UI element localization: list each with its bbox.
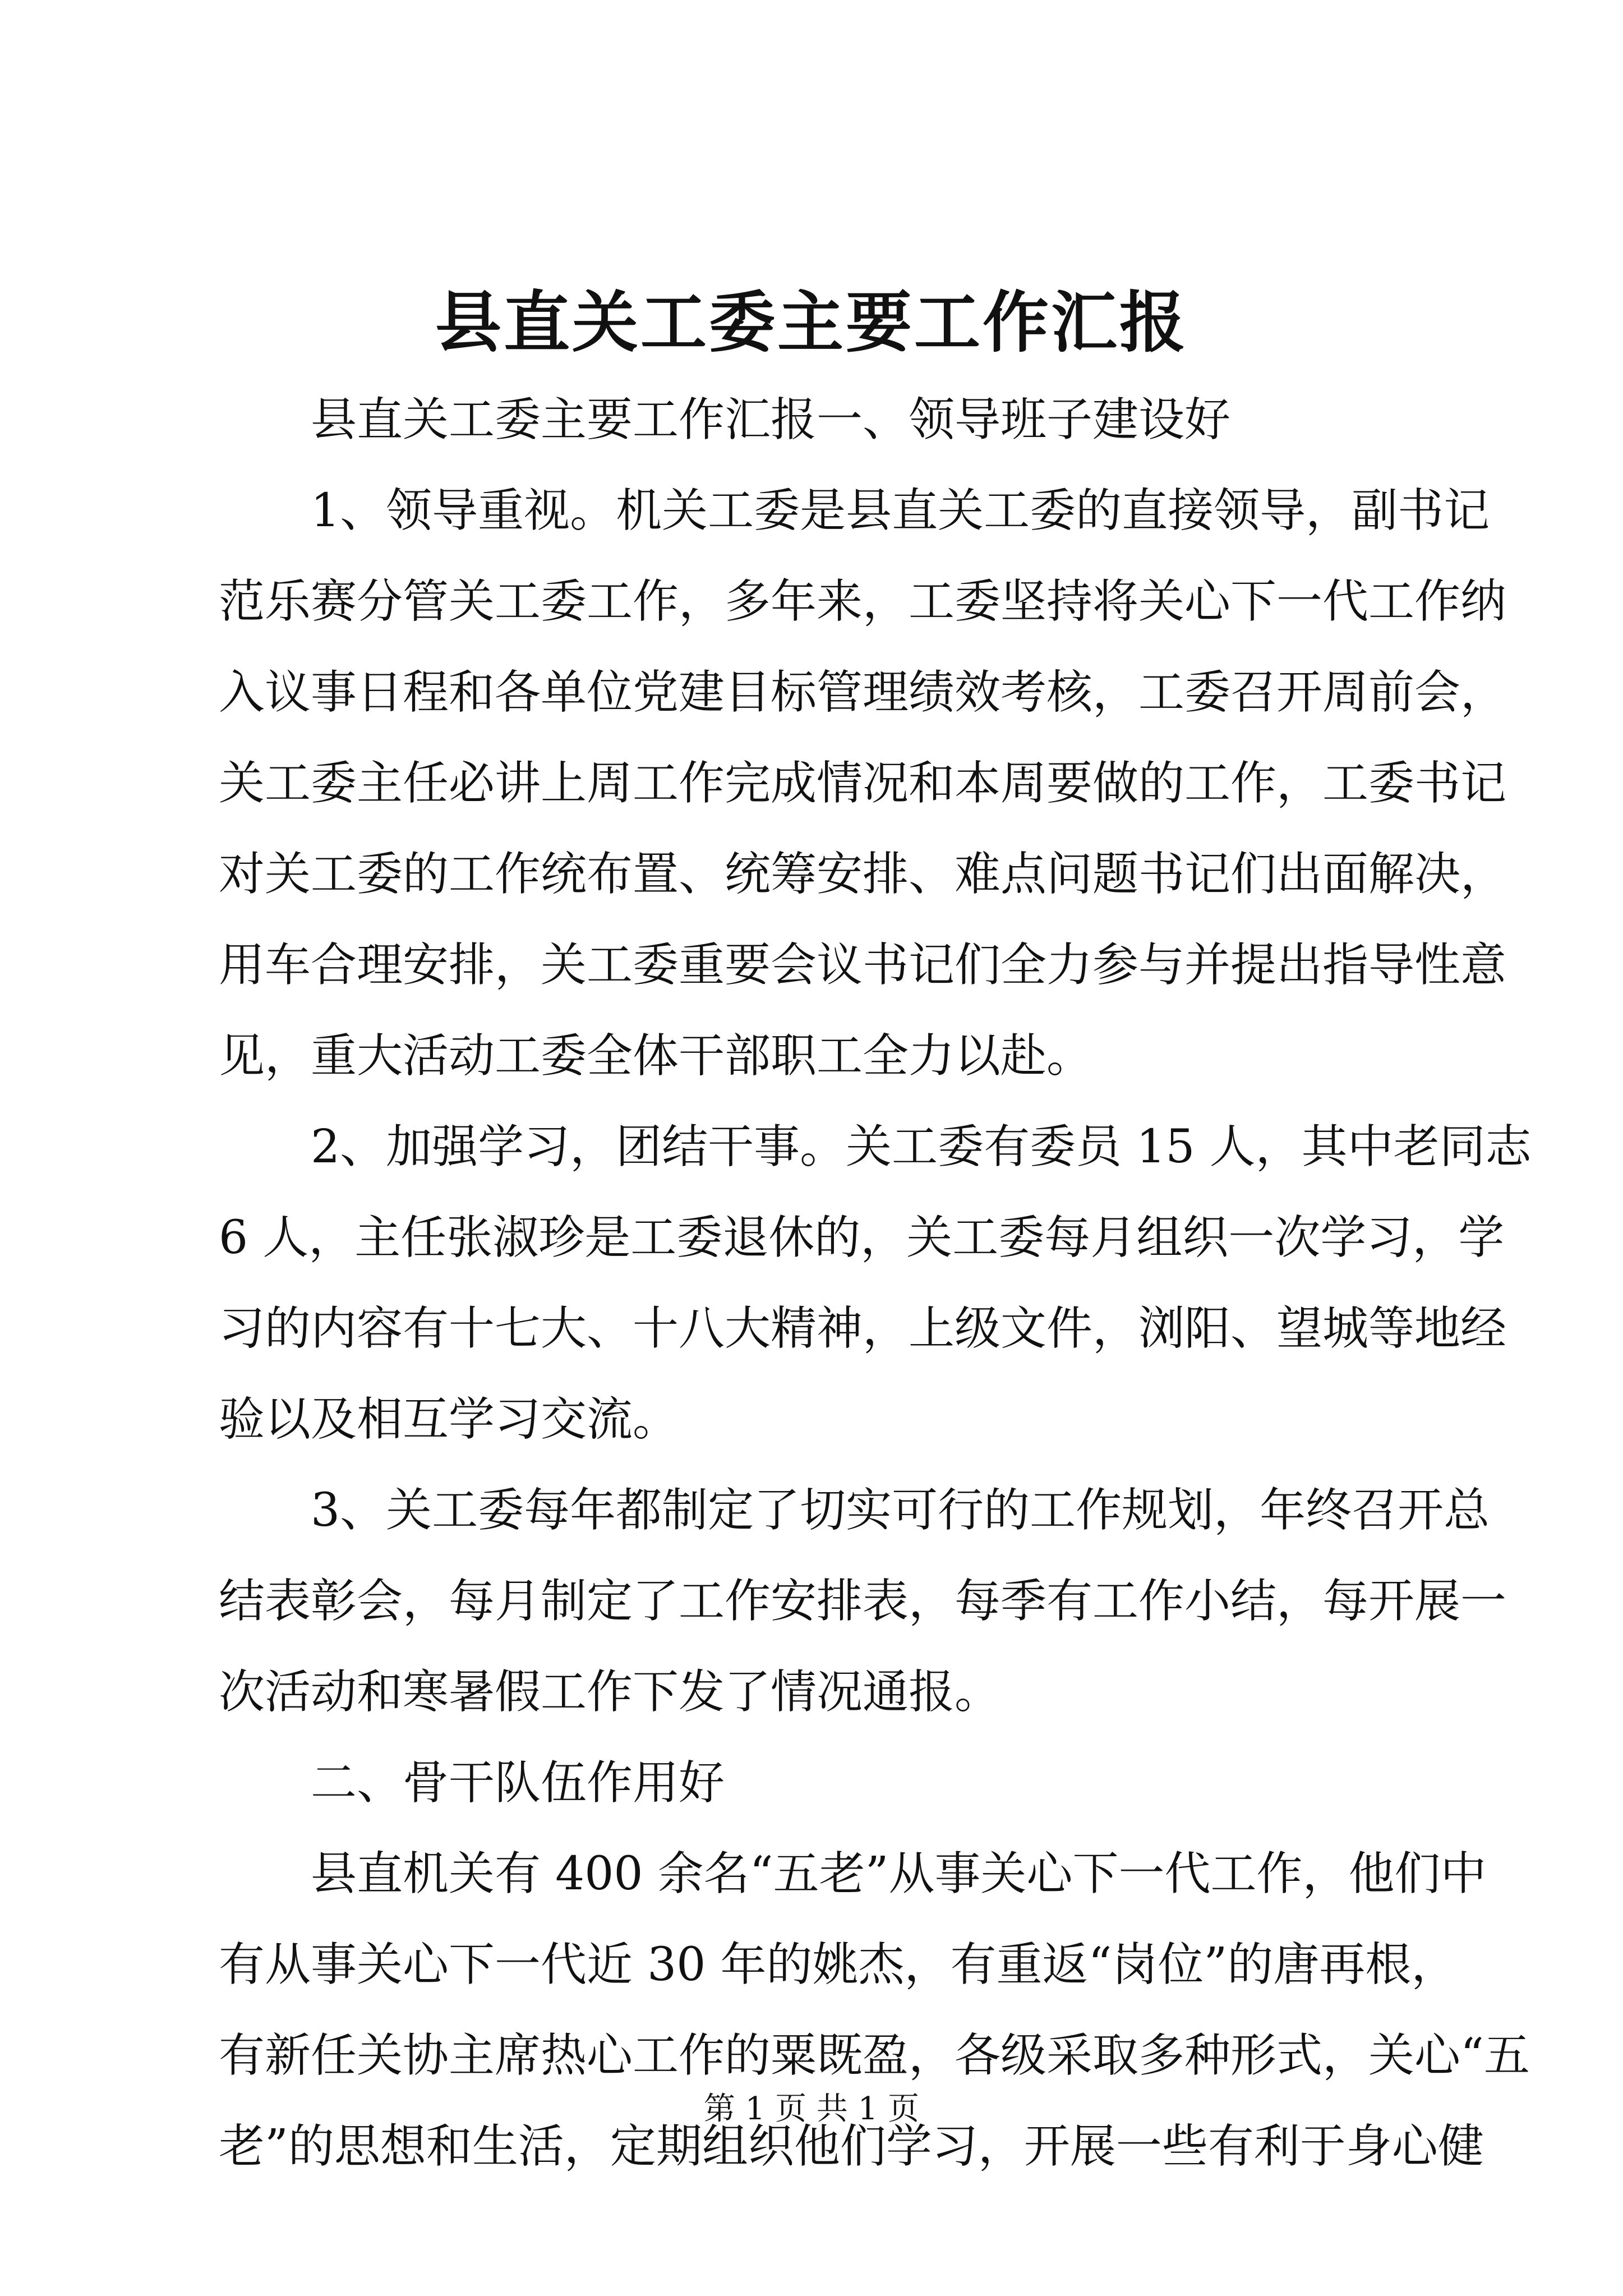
paragraph-line: 县直机关有 400 余名“五老”从事关心下一代工作，他们中 [311,1847,1487,1901]
paragraph-line: 用车合理安排，关工委重要会议书记们全力参与并提出指导性意 [219,938,1507,992]
paragraph-line: 老”的思想和生活，定期组织他们学习，开展一些有利于身心健 [219,2120,1484,2173]
paragraph-line: 见，重大活动工委全体干部职工全力以赴。 [219,1029,1093,1083]
paragraph-line: 3、关工委每年都制定了切实可行的工作规划，年终召开总 [311,1484,1490,1537]
paragraph-line: 验以及相互学习交流。 [219,1393,679,1446]
paragraph-line: 有新任关协主席热心工作的粟既盈，各级采取多种形式，关心“五 [219,2029,1530,2082]
section-heading: 二、骨干队伍作用好 [311,1756,725,1810]
paragraph-line: 结表彰会，每月制定了工作安排表，每季有工作小结，每开展一 [219,1575,1507,1628]
page-footer: 第 1 页 共 1 页 [703,2091,920,2127]
document-body [219,375,1532,2192]
paragraph-line: 县直关工委主要工作汇报一、领导班子建设好 [311,393,1231,447]
paragraph-line: 范乐赛分管关工委工作，多年来，工委坚持将关心下一代工作纳 [219,575,1507,628]
paragraph-line: 习的内容有十七大、十八大精神，上级文件，浏阳、望城等地经 [219,1302,1507,1355]
paragraph-line: 关工委主任必讲上周工作完成情况和本周要做的工作，工委书记 [219,757,1507,810]
paragraph-line: 入议事日程和各单位党建目标管理绩效考核，工委召开周前会， [219,666,1507,719]
paragraph-line: 6 人，主任张淑珍是工委退休的，关工委每月组织一次学习，学 [219,1211,1505,1264]
document-title: 县直关工委主要工作汇报 [435,283,1188,361]
paragraph-line: 1、领导重视。机关工委是县直关工委的直接领导，副书记 [311,484,1490,537]
paragraph-line: 次活动和寒暑假工作下发了情况通报。 [219,1665,1001,1719]
paragraph-line: 对关工委的工作统布置、统筹安排、难点问题书记们出面解决， [219,848,1507,901]
paragraph-line: 2、加强学习，团结干事。关工委有委员 15 人，其中老同志 [311,1120,1532,1174]
paragraph-line: 有从事关心下一代近 30 年的姚杰，有重返“岗位”的唐再根， [219,1938,1458,1991]
